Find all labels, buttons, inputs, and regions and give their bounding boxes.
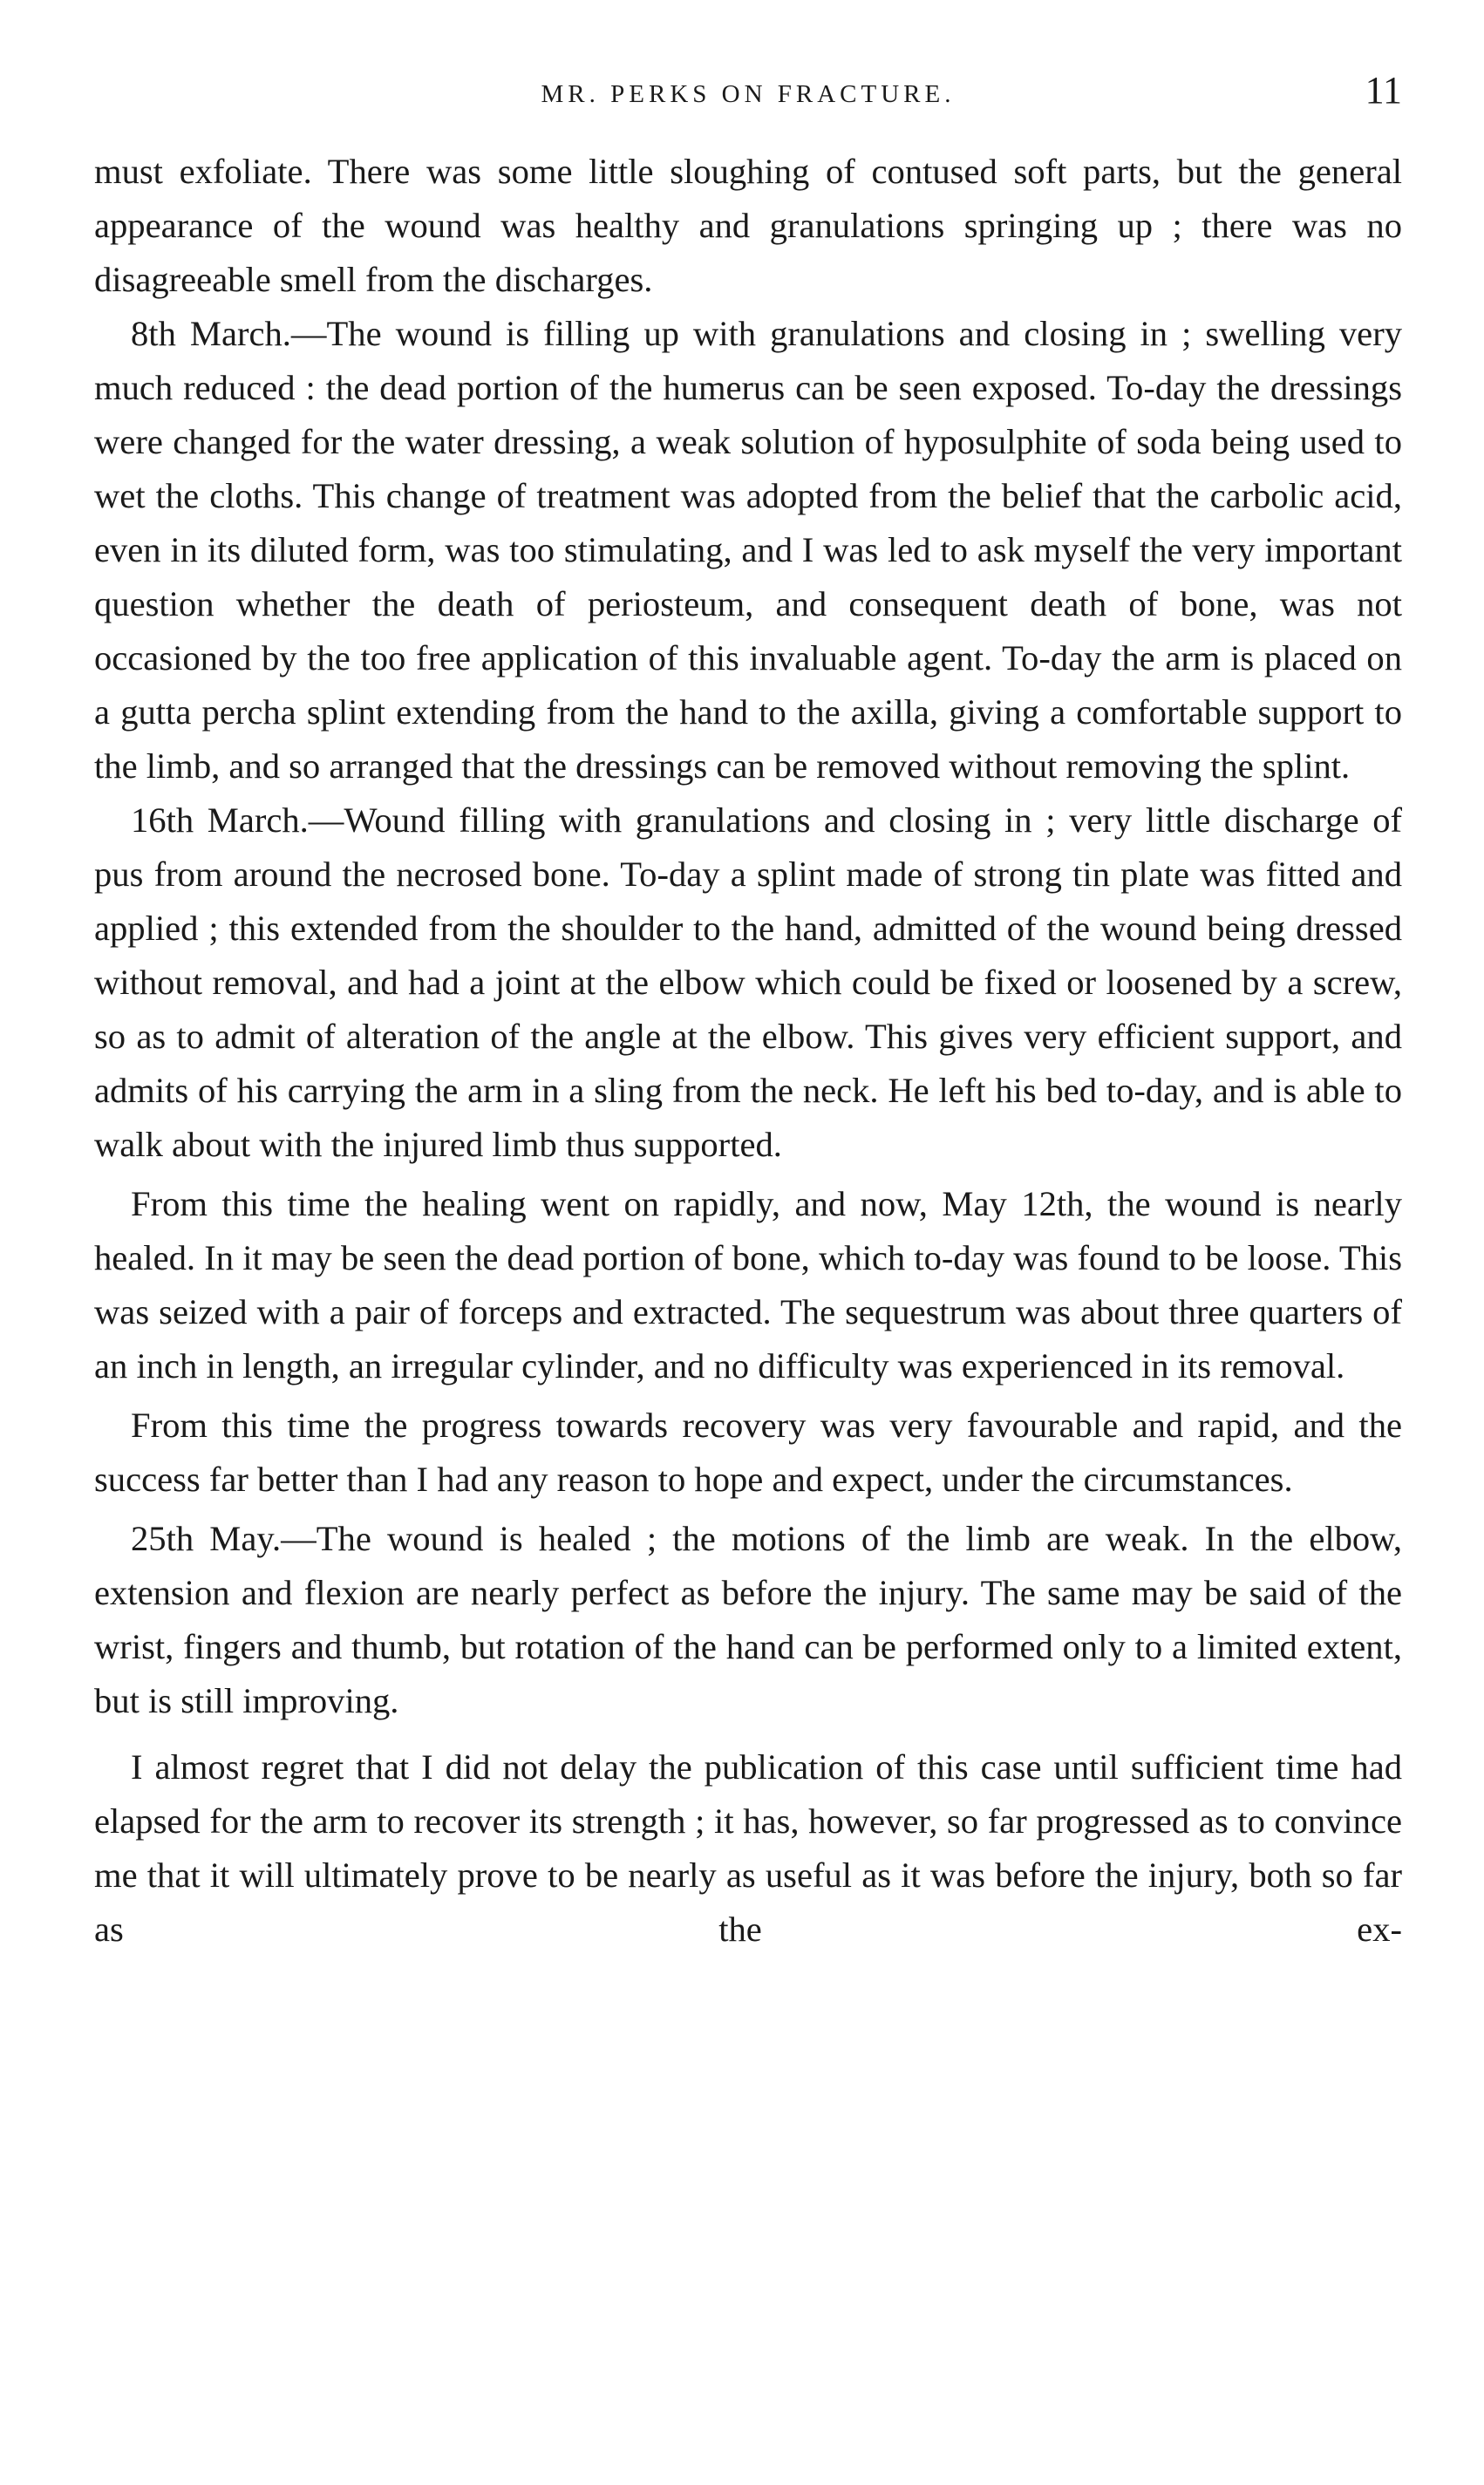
paragraph-healing-progress: From this time the healing went on rapidly, and now, May 12th, the wound is nearly healed. In it may be seen the dead portion of bone, which to-day was found to be loose. This was seized with a pair of forceps and extracted. The sequestrum was about three quarters of an inch in length, an irregular cylinder, and no difficulty was experienced in its removal. bbox=[94, 1184, 1402, 1385]
running-title: MR. PERKS ON FRACTURE. bbox=[541, 80, 956, 108]
paragraph-25th-may: 25th May.—The wound is healed ; the motions of the limb are weak. In the elbow, extension and flexion are nearly perfect as before the injury. The same may be said of the wrist, fingers and thumb, but rotation of the hand can be performed only to a limited extent, but is still improving. bbox=[94, 1519, 1402, 1720]
page-number: 11 bbox=[1365, 69, 1402, 112]
page-header bbox=[94, 68, 1402, 120]
paragraph-8th-march: 8th March.—The wound is filling up with granulations and closing in ; swelling very much reduced : the dead portion of the humerus can be seen exposed. To-day the dressings were changed for the water dressing, a weak solution of hyposulphite of soda being used to wet the cloths. This change of treatment was adopted from the belief that the carbolic acid, even in its diluted form, was too stimulating, and I was led to ask myself the very important question whether the death of periosteum, and consequent death of bone, was not occasioned by the too free application of this invaluable agent. To-day the arm is placed on a gutta percha splint extending from the hand to the axilla, giving a comfortable support to the limb, and so arranged that the dressings can be removed without removing the splint. bbox=[94, 314, 1402, 786]
body-text bbox=[94, 145, 1402, 1957]
paragraph-continuation: must exfoliate. There was some little sloughing of contused soft parts, but the general appearance of the wound was healthy and granulations springing up ; there was no disagreeable smell from the discharges. bbox=[94, 152, 1402, 299]
paragraph-16th-march: 16th March.—Wound filling with granulations and closing in ; very little discharge of pus from around the necrosed bone. To-day a splint made of strong tin plate was fitted and applied ; this extended from the shoulder to the hand, admitted of the wound being dressed without removal, and had a joint at the elbow which could be fixed or loosened by a screw, so as to admit of alteration of the angle at the elbow. This gives very efficient support, and admits of his carrying the arm in a sling from the neck. He left his bed to-day, and is able to walk about with the injured limb thus supported. bbox=[94, 800, 1402, 1164]
paragraph-recovery: From this time the progress towards recovery was very favourable and rapid, and the success far better than I had any reason to hope and expect, under the circumstances. bbox=[94, 1406, 1402, 1499]
paragraph-regret: I almost regret that I did not delay the publication of this case until sufficient time had elapsed for the arm to recover its strength ; it has, however, so far progressed as to convince me that it will ultimately prove to be nearly as useful as it was before the injury, both so far as the ex- bbox=[94, 1747, 1402, 1949]
